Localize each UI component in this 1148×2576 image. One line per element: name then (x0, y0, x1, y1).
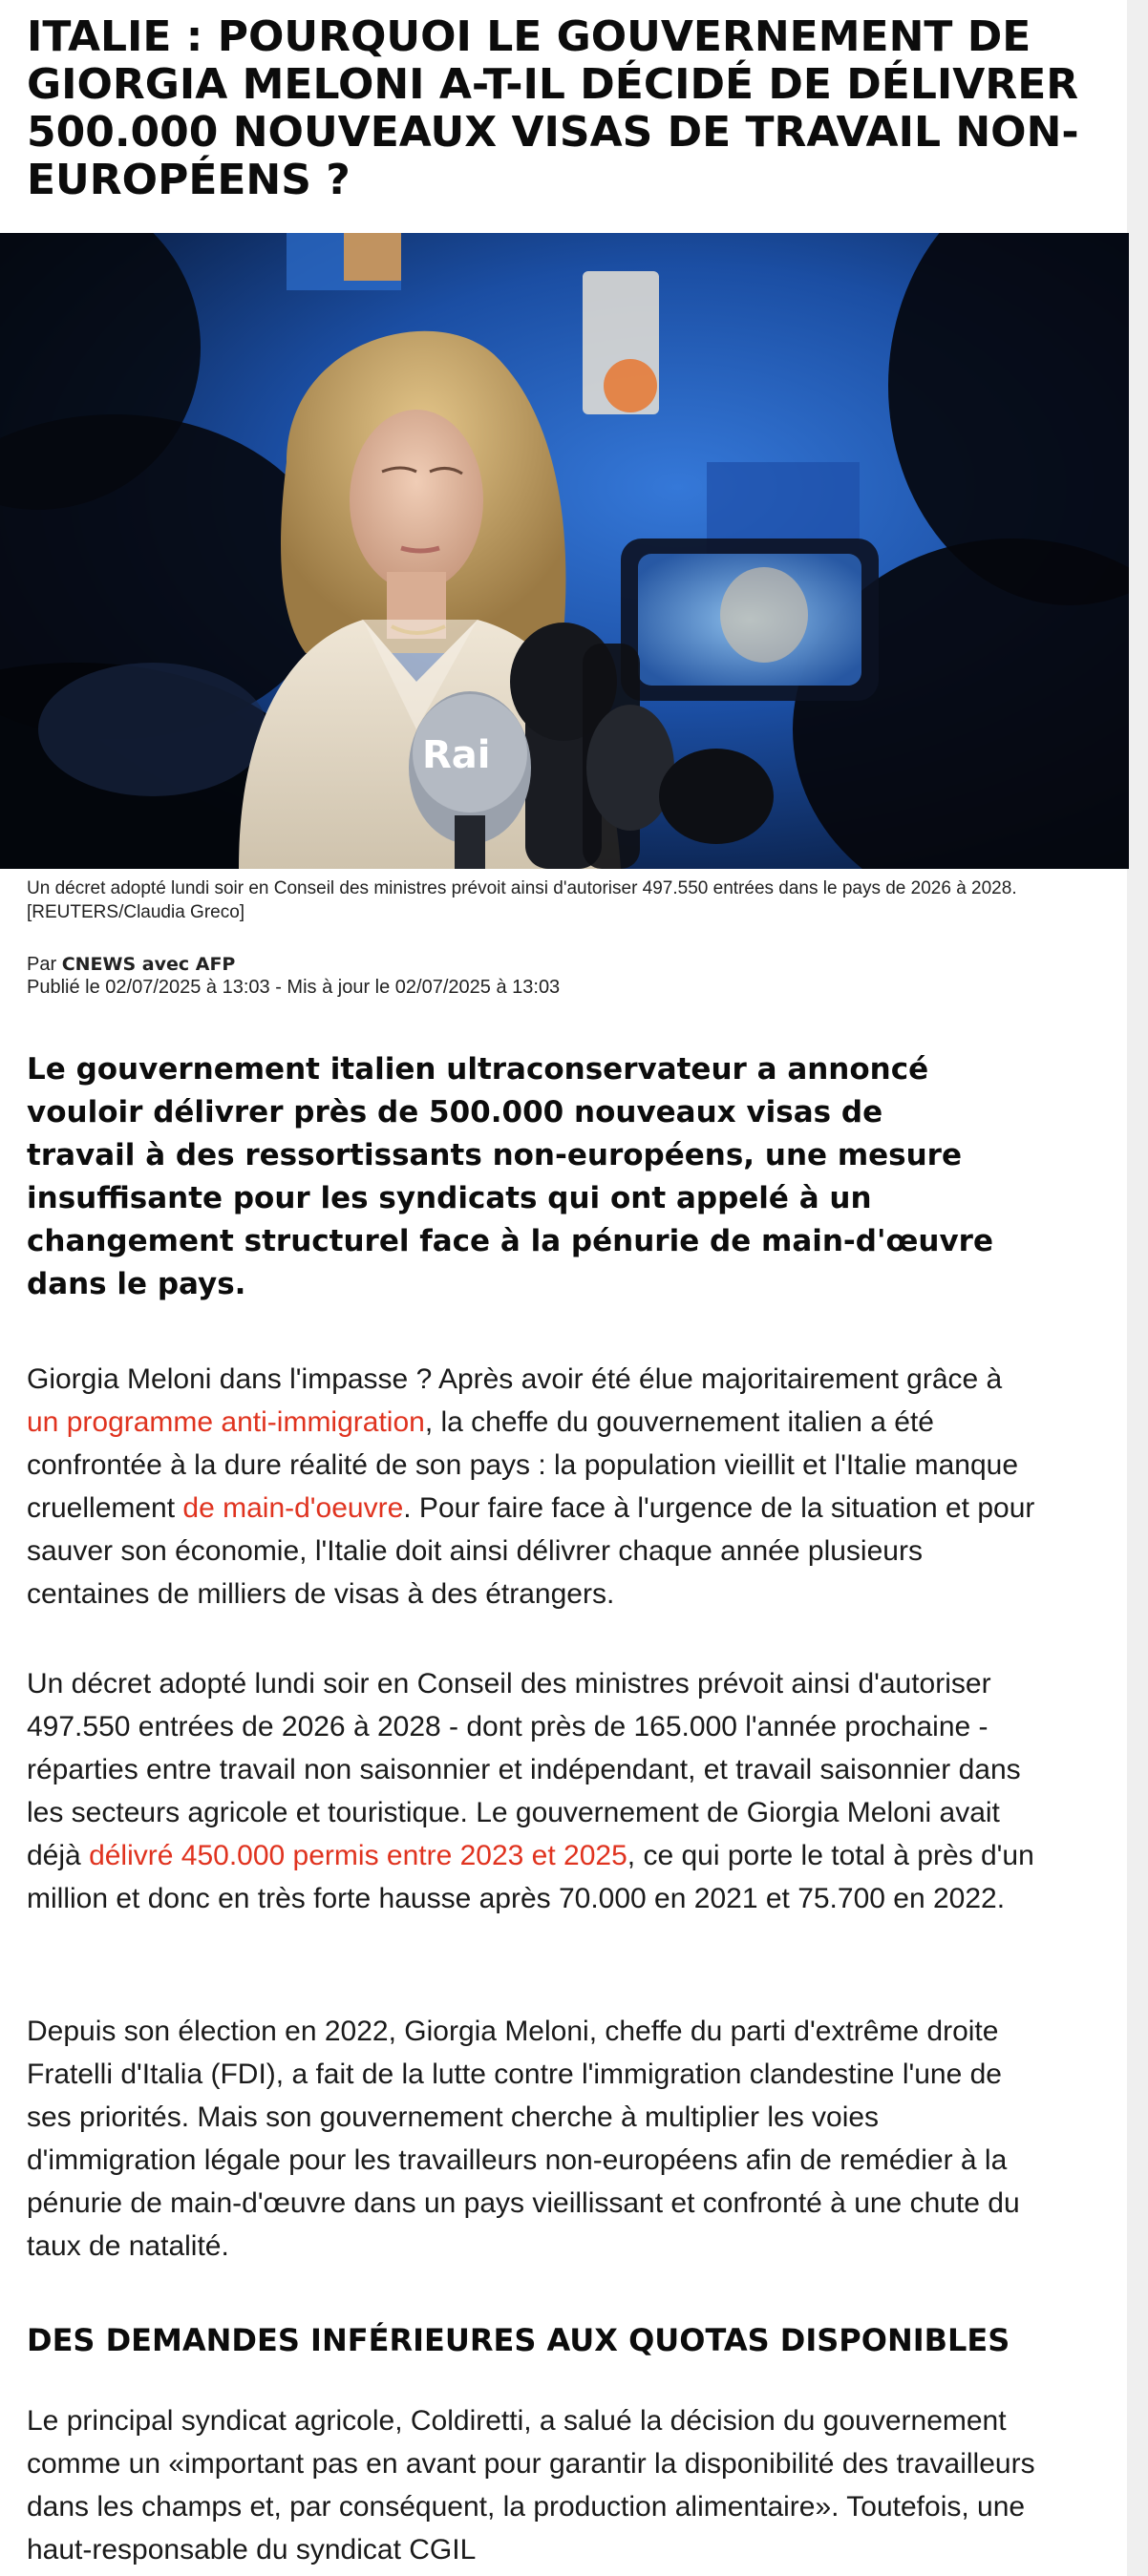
paragraph-1-text-c: . Pour faire face à l'urgence de la situation et pour sauver son économie, l'Italie doit ainsi délivrer chaque année plusieurs centaines de milliers de visas à des étrangers. (27, 1492, 1035, 1610)
link-programme-anti-immigration[interactable]: un programme anti-immigration (27, 1406, 425, 1438)
paragraph-1 (27, 1358, 1039, 1615)
byline-author[interactable]: CNEWS avec AFP (61, 954, 236, 975)
article-title: ITALIE : POURQUOI LE GOUVERNEMENT DE GIORGIA MELONI A-T-IL DÉCIDÉ DE DÉLIVRER 500.000 NOUVEAUX VISAS DE TRAVAIL NON-EUROPÉENS ? (27, 12, 1079, 204)
link-main-d-oeuvre[interactable]: de main-d'oeuvre (182, 1492, 404, 1524)
paragraph-1-text-a: Giorgia Meloni dans l'impasse ? Après avoir été élue majoritairement grâce à (27, 1363, 1003, 1395)
byline-author-line (27, 953, 1077, 976)
press-conference-photo (0, 233, 1129, 869)
paragraph-2-text-a: Un décret adopté lundi soir en Conseil des ministres prévoit ainsi d'autoriser 497.550 entrées de 2026 à 2028 - dont près de 165.000 l'année prochaine - réparties entre travail non saisonnier et indépendant, et travail saisonnier dans les secteurs agricole et touristique. Le gouvernement de Giorgia Meloni avait déjà (27, 1668, 1021, 1871)
image-caption: Un décret adopté lundi soir en Conseil des ministres prévoit ainsi d'autoriser 497.550 entrées dans le pays de 2026 à 2028. [REUTERS/Claudia Greco] (27, 878, 1017, 922)
byline-prefix: Par (27, 954, 62, 975)
article-hero-image (0, 233, 1129, 869)
article-lead: Le gouvernement italien ultraconservateur a annoncé vouloir délivrer près de 500.000 nouveaux visas de travail à des ressortissants non-européens, une mesure insuffisante pour les syndicats qui ont appelé à un changement structurel face à la pénurie de main-d'œuvre dans le pays. (27, 1052, 993, 1301)
paragraph-2 (27, 1662, 1039, 1920)
paragraph-3: Depuis son élection en 2022, Giorgia Meloni, cheffe du parti d'extrême droite Fratelli d'Italia (FDI), a fait de la lutte contre l'immigration clandestine l'une de ses priorités. Mais son gouvernement cherche à multiplier les voies d'immigration légale pour les travailleurs non-européens afin de remédier à la pénurie de main-d'œuvre dans un pays vieillissant et confronté à une chute du taux de natalité. (27, 2016, 1020, 2262)
publish-date: Publié le 02/07/2025 à 13:03 - Mis à jour le 02/07/2025 à 13:03 (27, 977, 561, 998)
scrollbar-track[interactable] (1127, 0, 1148, 2576)
paragraph-4: Le principal syndicat agricole, Coldiretti, a salué la décision du gouvernement comme un «important pas en avant pour garantir la disponibilité des travailleurs dans les champs et, par conséquent, la production alimentaire». Toutefois, une haut-responsable du syndicat CGIL (27, 2405, 1035, 2565)
section-heading: DES DEMANDES INFÉRIEURES AUX QUOTAS DISPONIBLES (27, 2322, 1010, 2358)
paragraph-1-text-b: , la cheffe du gouvernement italien a été confrontée à la dure réalité de son pays : la population vieillit et l'Italie manque cruellement (27, 1406, 1019, 1524)
paragraph-2-text-b: , ce qui porte le total à près d'un million et donc en très forte hausse après 70.000 en 2021 et 75.700 en 2022. (27, 1840, 1034, 1914)
link-permis-2023-2025[interactable]: délivré 450.000 permis entre 2023 et 2025 (89, 1840, 627, 1871)
byline (27, 953, 1077, 999)
rai-mic-label: Rai (422, 733, 491, 777)
